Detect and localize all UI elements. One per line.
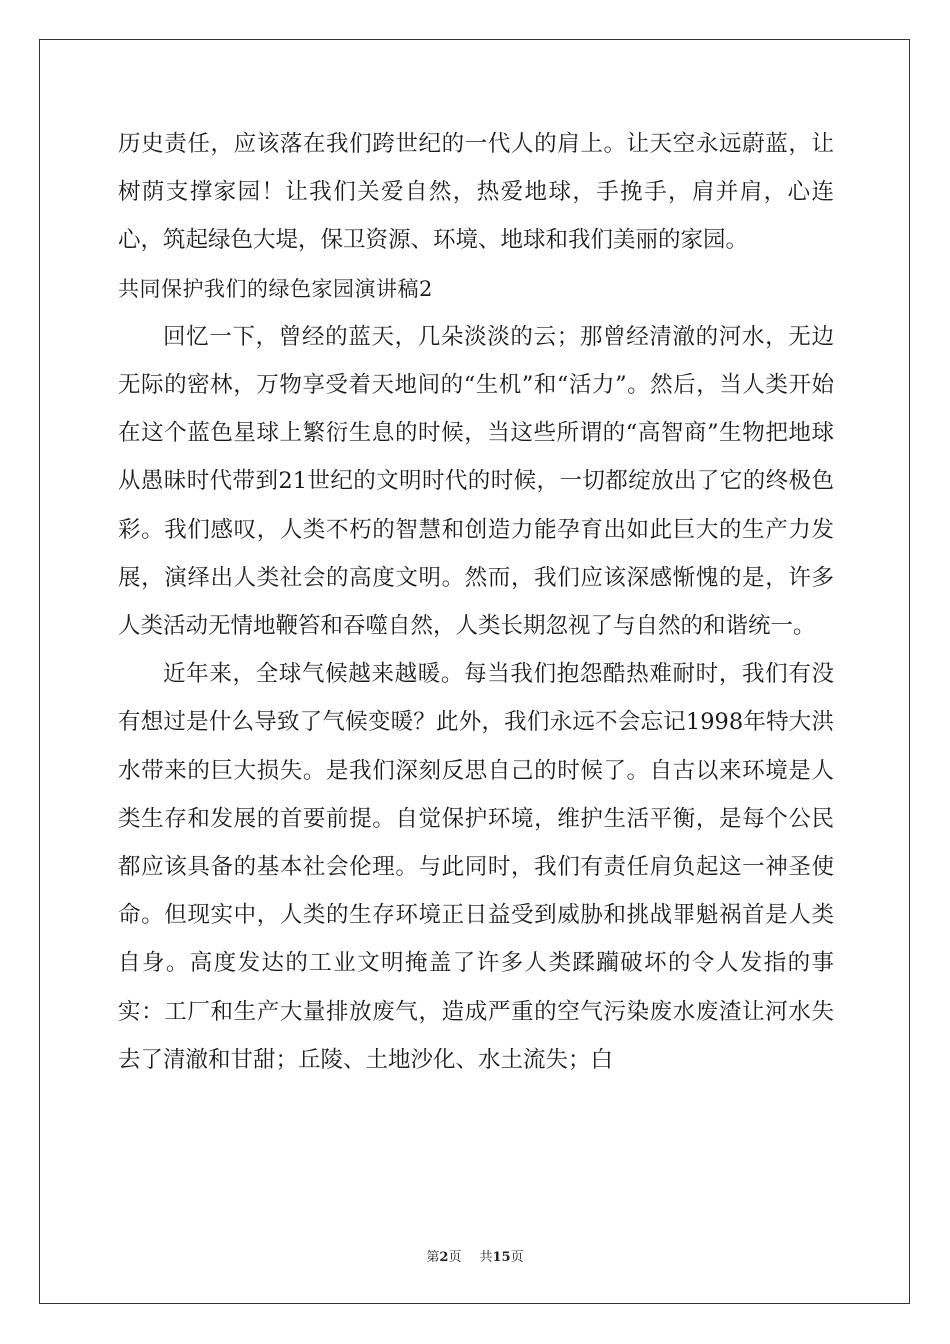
page-number: 第2页 [426,1250,462,1265]
document-body [118,120,834,1084]
page-footer [0,1246,950,1265]
paragraph: 近年来，全球气候越来越暖。每当我们抱怨酷热难耐时，我们有没有想过是什么导致了气候变暖？此外，我们永远不会忘记1998年特大洪水带来的巨大损失。是我们深刻反思自己的时候了。自古以来环境是人类生存和发展的首要前提。自觉保护环境，维护生活平衡，是每个公民都应该具备的基本社会伦理。与此同时，我们有责任肩负起这一神圣使命。但现实中，人类的生存环境正日益受到威胁和挑战罪魁祸首是人类自身。高度发达的工业文明掩盖了许多人类蹂躏破坏的令人发指的事实：工厂和生产大量排放废气，造成严重的空气污染废水废渣让河水失去了清澈和甘甜；丘陵、土地沙化、水土流失；白 [118,661,834,1073]
page-total: 共15页 [479,1250,524,1265]
paragraph: 回忆一下，曾经的蓝天，几朵淡淡的云；那曾经清澈的河水，无边无际的密林，万物享受着天地间的“生机”和“活力”。然后，当人类开始在这个蓝色星球上繁衍生息的时候，当这些所谓的“高智商”生物把地球从愚昧时代带到21世纪的文明时代的时候，一切都绽放出了它的终极色彩。我们感叹，人类不朽的智慧和创造力能孕育出如此巨大的生产力发展，演绎出人类社会的高度文明。然而，我们应该深感惭愧的是，许多人类活动无情地鞭笞和吞噬自然，人类长期忽视了与自然的和谐统一。 [118,323,834,640]
section-heading: 共同保护我们的绿色家园演讲稿2 [118,276,433,301]
paragraph-continued: 历史责任，应该落在我们跨世纪的一代人的肩上。让天空永远蔚蓝，让树荫支撑家园！让我们关爱自然，热爱地球，手挽手，肩并肩，心连心，筑起绿色大堤，保卫资源、环境、地球和我们美丽的家园。 [118,131,834,254]
